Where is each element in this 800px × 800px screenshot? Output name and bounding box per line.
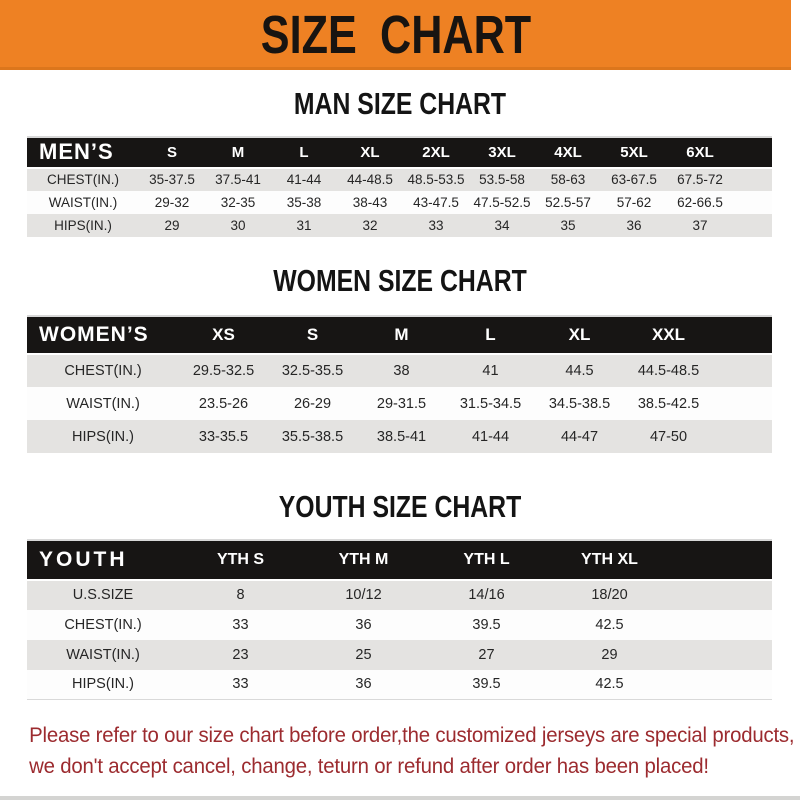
row-spacer	[713, 354, 772, 387]
column-header-xl: XL	[337, 137, 403, 168]
row-spacer	[671, 610, 772, 640]
header-spacer	[733, 137, 772, 168]
size-cell: 38.5-41	[376, 428, 427, 445]
size-cell: 37.5-41	[205, 168, 271, 191]
size-cell: 44-47	[560, 428, 599, 445]
row-label: U.S.SIZE	[27, 580, 179, 610]
row-spacer	[713, 387, 772, 420]
table-row	[27, 640, 772, 670]
size-cell: 18/20	[548, 580, 671, 610]
row-label: WAIST(IN.)	[66, 395, 140, 412]
size-cell: 67.5-72	[667, 168, 733, 191]
size-cell: 29-31.5	[376, 395, 427, 412]
row-label: HIPS(IN.)	[54, 217, 112, 233]
table-header-row	[27, 540, 772, 580]
size-cell: 39.5	[472, 676, 501, 693]
size-cell: 52.5-57	[545, 194, 591, 210]
banner-title: SIZE CHART	[260, 5, 531, 65]
size-cell: 38-43	[352, 194, 388, 210]
size-cell: 38	[357, 354, 446, 387]
size-cell: 47-50	[649, 428, 688, 445]
size-cell: 26-29	[293, 395, 332, 412]
column-header-yth-m: YTH M	[302, 540, 425, 580]
men-size-table	[27, 136, 772, 237]
row-label: CHEST(IN.)	[27, 354, 179, 387]
size-cell: 35-38	[286, 194, 322, 210]
column-header-yth-s: YTH S	[179, 540, 302, 580]
size-cell: 27	[478, 646, 495, 663]
size-cell: 39.5	[472, 616, 501, 633]
size-cell: 29	[164, 217, 180, 233]
size-cell: 33	[232, 676, 249, 693]
banner	[0, 0, 791, 70]
column-header-l: L	[446, 316, 535, 354]
size-cell: 33-35.5	[198, 428, 249, 445]
table-header-row	[27, 137, 772, 168]
size-cell: 29.5-32.5	[179, 354, 268, 387]
table-corner-label: MEN’S	[27, 137, 139, 168]
man-size-heading: MAN SIZE CHART	[293, 86, 507, 121]
size-cell: 44.5	[535, 354, 624, 387]
column-header-s: S	[268, 316, 357, 354]
size-cell: 35-37.5	[139, 168, 205, 191]
size-cell: 31	[296, 217, 312, 233]
youth-size-section	[0, 491, 800, 700]
row-spacer	[713, 420, 772, 453]
size-cell: 10/12	[302, 580, 425, 610]
size-cell: 32-35	[220, 194, 256, 210]
size-cell: 37	[692, 217, 708, 233]
size-cell: 36	[355, 616, 372, 633]
size-cell: 8	[179, 580, 302, 610]
size-cell: 41	[446, 354, 535, 387]
size-cell: 25	[355, 646, 372, 663]
size-cell: 42.5	[595, 676, 624, 693]
size-cell: 58-63	[535, 168, 601, 191]
table-row	[27, 191, 772, 214]
women-size-section	[0, 262, 800, 454]
size-cell: 57-62	[616, 194, 652, 210]
size-cell: 23	[232, 646, 249, 663]
size-cell: 63-67.5	[601, 168, 667, 191]
size-cell: 48.5-53.5	[403, 168, 469, 191]
row-label: HIPS(IN.)	[71, 428, 135, 445]
table-row	[27, 670, 772, 700]
table-row	[27, 168, 772, 191]
column-header-3xl: 3XL	[469, 137, 535, 168]
footer-line-1: Please refer to our size chart before order,the customized jerseys are special products,	[29, 724, 795, 748]
column-header-l: L	[271, 137, 337, 168]
footer-note	[0, 720, 795, 782]
size-cell: 36	[355, 676, 372, 693]
bottom-edge-strip	[0, 796, 800, 800]
size-cell: 41-44	[471, 428, 510, 445]
table-row	[27, 354, 772, 387]
footer-line-2: we don't accept cancel, change, teturn or refund after order has been placed!	[29, 755, 709, 779]
man-size-section	[0, 88, 800, 237]
size-cell: 38.5-42.5	[637, 395, 700, 412]
row-label: CHEST(IN.)	[64, 616, 142, 633]
header-spacer	[713, 316, 772, 354]
table-row	[27, 214, 772, 237]
row-spacer	[733, 191, 772, 214]
youth-size-heading: YOUTH SIZE CHART	[278, 489, 522, 525]
table-row	[27, 580, 772, 610]
row-spacer	[733, 168, 772, 191]
size-cell: 41-44	[271, 168, 337, 191]
table-corner-label: YOUTH	[27, 540, 179, 580]
size-cell: 43-47.5	[413, 194, 459, 210]
column-header-2xl: 2XL	[403, 137, 469, 168]
size-cell: 35	[560, 217, 576, 233]
row-label: HIPS(IN.)	[71, 676, 135, 693]
column-header-xl: XL	[535, 316, 624, 354]
size-cell: 44-48.5	[337, 168, 403, 191]
row-spacer	[671, 640, 772, 670]
column-header-s: S	[139, 137, 205, 168]
table-row	[27, 610, 772, 640]
row-label: CHEST(IN.)	[27, 168, 139, 191]
women-size-heading: WOMEN SIZE CHART	[273, 262, 527, 298]
size-cell: 47.5-52.5	[473, 194, 531, 210]
size-cell: 33	[428, 217, 444, 233]
size-cell: 14/16	[425, 580, 548, 610]
size-cell: 29-32	[154, 194, 190, 210]
row-spacer	[733, 214, 772, 237]
column-header-yth-xl: YTH XL	[548, 540, 671, 580]
table-corner-label: WOMEN’S	[27, 316, 179, 354]
row-spacer	[671, 670, 772, 700]
size-cell: 42.5	[595, 616, 624, 633]
women-size-table	[27, 315, 772, 453]
size-cell: 35.5-38.5	[281, 428, 344, 445]
size-cell: 33	[232, 616, 249, 633]
size-cell: 30	[230, 217, 246, 233]
size-cell: 53.5-58	[469, 168, 535, 191]
table-header-row	[27, 316, 772, 354]
size-cell: 44.5-48.5	[624, 354, 713, 387]
table-row	[27, 420, 772, 453]
column-header-5xl: 5XL	[601, 137, 667, 168]
column-header-m: M	[205, 137, 271, 168]
column-header-m: M	[357, 316, 446, 354]
size-cell: 31.5-34.5	[459, 395, 522, 412]
column-header-xxl: XXL	[624, 316, 713, 354]
column-header-xs: XS	[179, 316, 268, 354]
size-cell: 23.5-26	[198, 395, 249, 412]
table-row	[27, 387, 772, 420]
size-cell: 34.5-38.5	[548, 395, 611, 412]
size-cell: 29	[601, 646, 618, 663]
row-label: WAIST(IN.)	[66, 646, 140, 663]
column-header-6xl: 6XL	[667, 137, 733, 168]
size-cell: 36	[626, 217, 642, 233]
row-spacer	[671, 580, 772, 610]
youth-size-table	[27, 539, 772, 701]
header-spacer	[671, 540, 772, 580]
size-cell: 32.5-35.5	[268, 354, 357, 387]
size-cell: 34	[494, 217, 510, 233]
column-header-yth-l: YTH L	[425, 540, 548, 580]
column-header-4xl: 4XL	[535, 137, 601, 168]
row-label: WAIST(IN.)	[48, 194, 118, 210]
size-cell: 32	[362, 217, 378, 233]
size-cell: 62-66.5	[677, 194, 723, 210]
